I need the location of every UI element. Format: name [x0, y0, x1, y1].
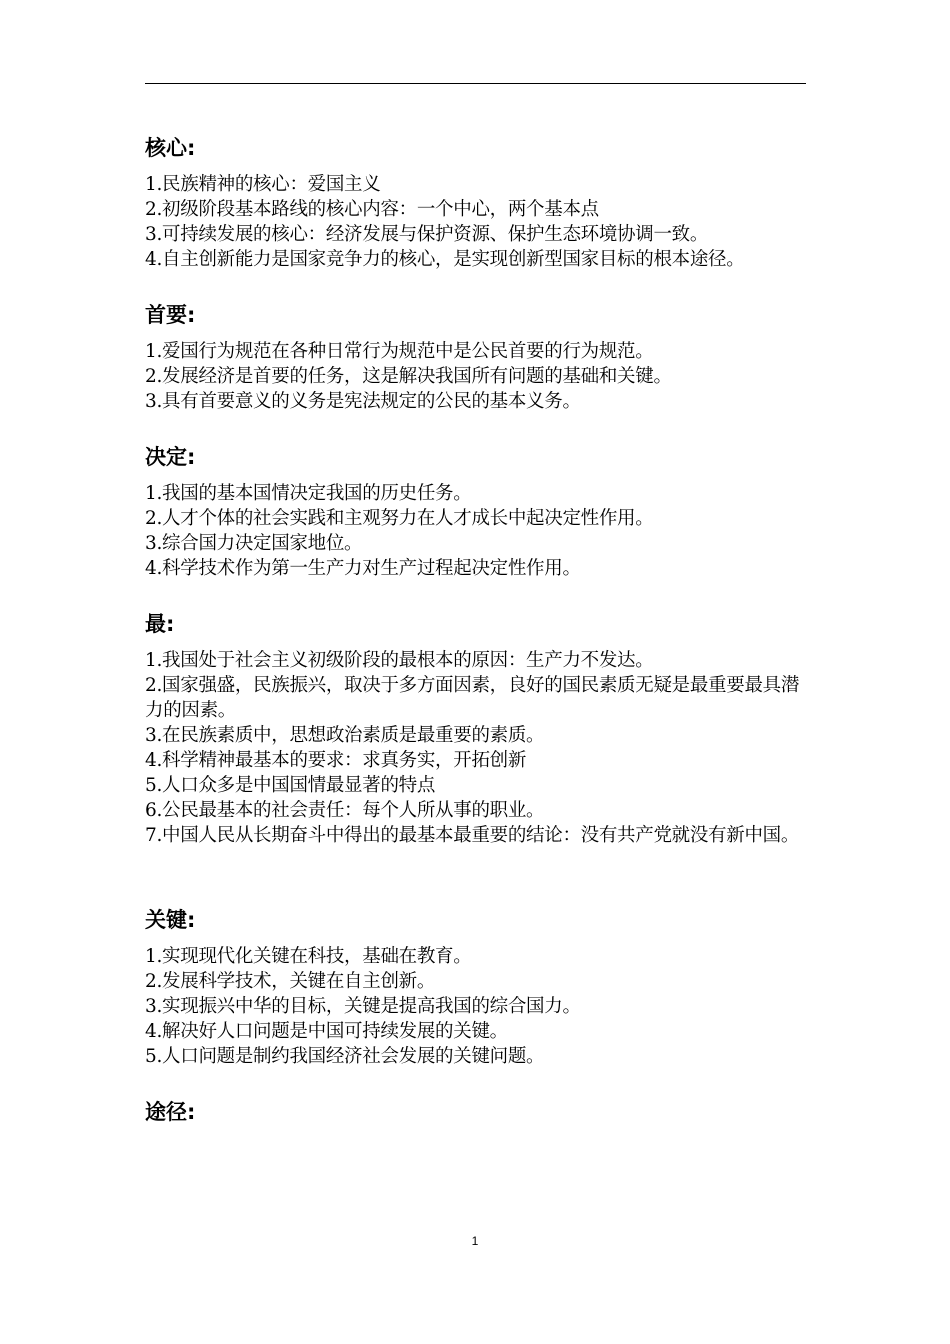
section-heading: 途径:: [145, 1100, 196, 1124]
section-heading: 首要:: [145, 303, 196, 327]
list-item: 4.自主创新能力是国家竞争力的核心，是实现创新型国家目标的根本途径。: [145, 249, 745, 270]
list-item: 3.可持续发展的核心：经济发展与保护资源、保护生态环境协调一致。: [145, 224, 709, 245]
list-item: 1.我国处于社会主义初级阶段的最根本的原因：生产力不发达。: [145, 650, 654, 671]
header-rule: [145, 83, 806, 84]
list-item: 5.人口问题是制约我国经济社会发展的关键问题。: [145, 1046, 545, 1067]
section-heading: 最:: [145, 612, 175, 636]
list-item: 3.实现振兴中华的目标，关键是提高我国的综合国力。: [145, 996, 581, 1017]
spacer: [145, 272, 810, 301]
list-item: 1.民族精神的核心：爱国主义: [145, 174, 381, 195]
section-most: [145, 610, 810, 848]
spacer: [145, 1069, 810, 1098]
list-item: 7.中国人民从长期奋斗中得出的最基本最重要的结论：没有共产党就没有新中国。: [145, 825, 800, 846]
list-item: 2.人才个体的社会实践和主观努力在人才成长中起决定性作用。: [145, 508, 654, 529]
list-item: 1.我国的基本国情决定我国的历史任务。: [145, 483, 472, 504]
section-path: [145, 1098, 810, 1126]
list-item: 4.科学技术作为第一生产力对生产过程起决定性作用。: [145, 558, 581, 579]
section-heading: 核心:: [145, 136, 196, 160]
section-heading: 决定:: [145, 445, 196, 469]
list-item: 5.人口众多是中国国情最显著的特点: [145, 775, 436, 796]
list-item: 2.初级阶段基本路线的核心内容：一个中心，两个基本点: [145, 199, 599, 220]
spacer: [145, 414, 810, 443]
list-item: 1.爱国行为规范在各种日常行为规范中是公民首要的行为规范。: [145, 341, 654, 362]
list-item: 3.综合国力决定国家地位。: [145, 533, 363, 554]
page-number: 1: [471, 1234, 479, 1248]
section-decide: [145, 443, 810, 581]
list-item: 2.发展经济是首要的任务，这是解决我国所有问题的基础和关键。: [145, 366, 672, 387]
list-item: 4.科学精神最基本的要求：求真务实，开拓创新: [145, 750, 527, 771]
section-core: [145, 134, 810, 272]
list-item: 2.国家强盛，民族振兴，取决于多方面因素，良好的国民素质无疑是最重要最具潜力的因素。: [145, 675, 800, 721]
list-item: 2.发展科学技术，关键在自主创新。: [145, 971, 436, 992]
list-item: 6.公民最基本的社会责任：每个人所从事的职业。: [145, 800, 545, 821]
spacer: [145, 848, 810, 906]
section-key: [145, 906, 810, 1069]
section-heading: 关键:: [145, 908, 196, 932]
section-primary: [145, 301, 810, 414]
document-body: [145, 134, 810, 1136]
list-item: 1.实现现代化关键在科技，基础在教育。: [145, 946, 472, 967]
spacer: [145, 581, 810, 610]
list-item: 4.解决好人口问题是中国可持续发展的关键。: [145, 1021, 508, 1042]
list-item: 3.具有首要意义的义务是宪法规定的公民的基本义务。: [145, 391, 581, 412]
list-item: 3.在民族素质中，思想政治素质是最重要的素质。: [145, 725, 545, 746]
